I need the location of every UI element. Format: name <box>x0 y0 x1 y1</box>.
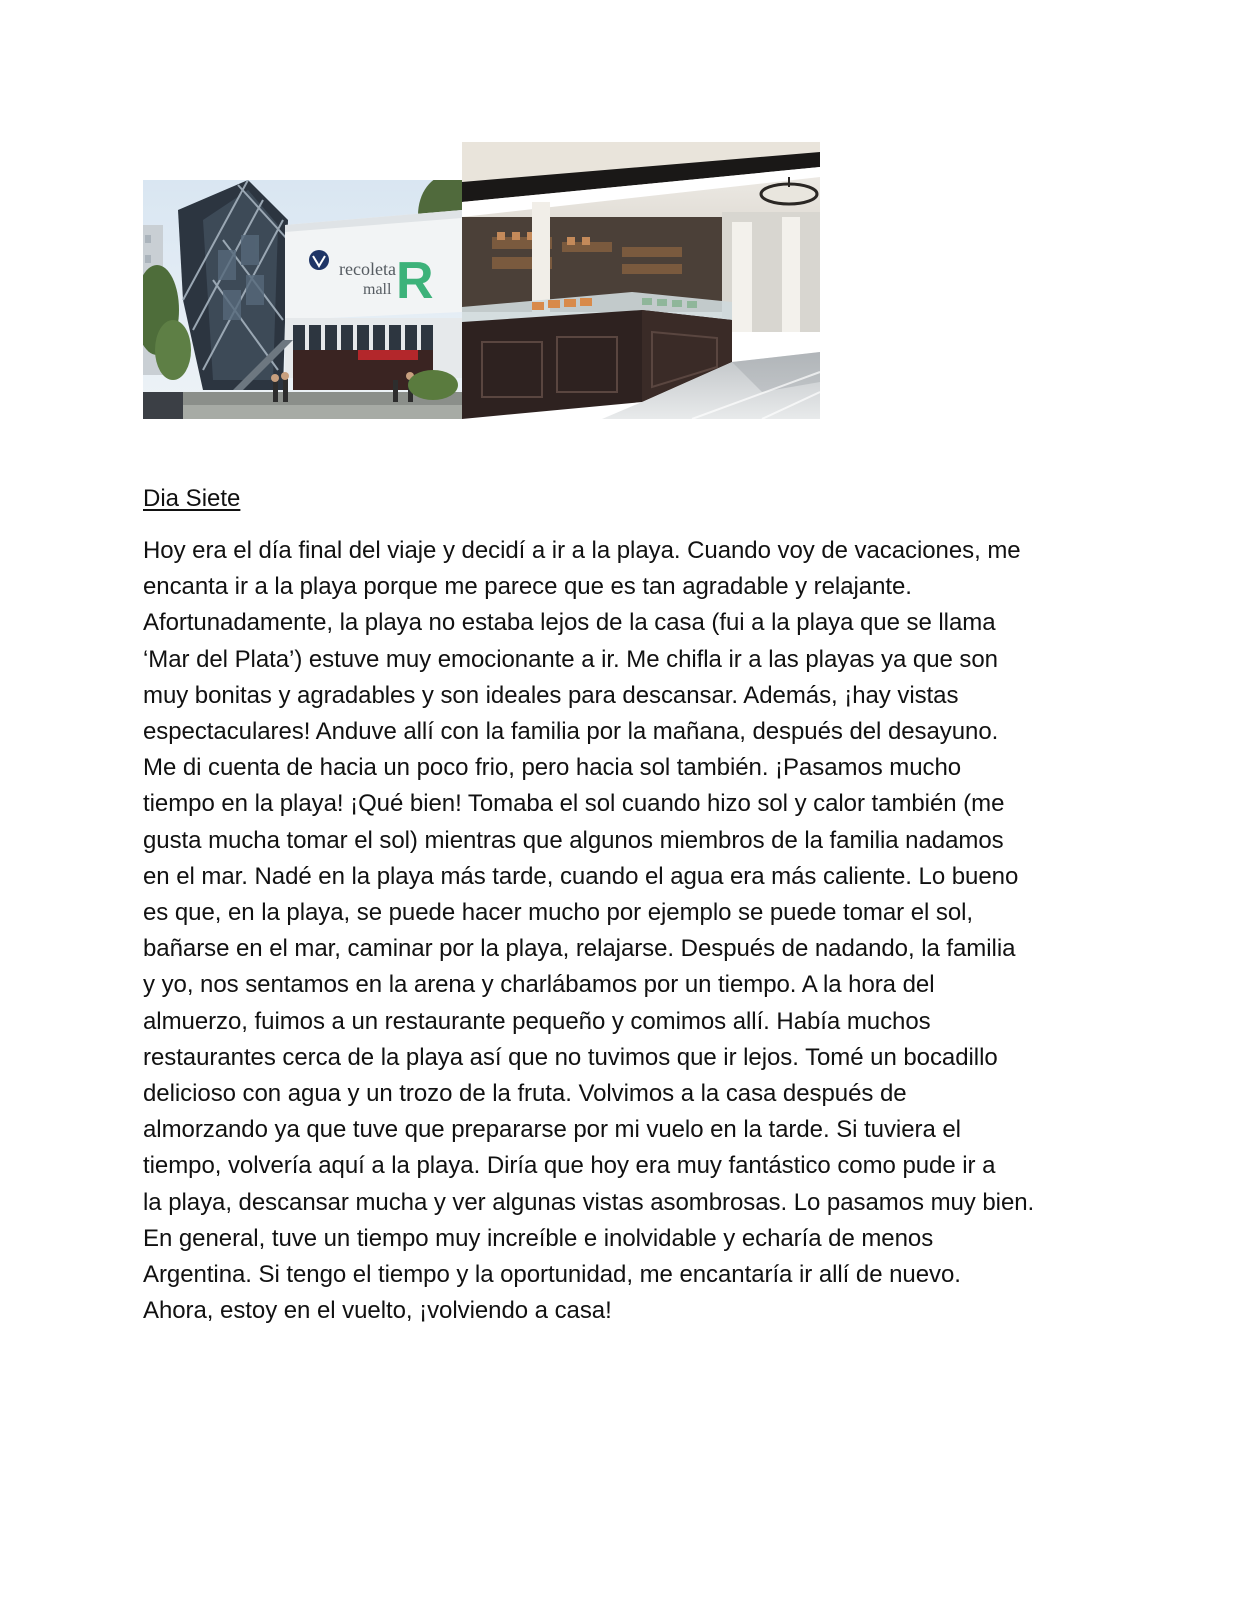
shop-interior-photo <box>462 142 820 419</box>
paragraph-line: tiempo, volvería aquí a la playa. Diría que hoy era muy fantástico como pude ir a <box>143 1152 996 1180</box>
paragraph-line: gusta mucha tomar el sol) mientras que algunos miembros de la familia nadamos <box>143 826 1004 854</box>
paragraph-line: espectaculares! Anduve allí con la familia por la mañana, después del desayuno. <box>143 718 999 746</box>
recoleta-mall-photo <box>143 180 462 419</box>
paragraph-line: Ahora, estoy en el vuelto, ¡volviendo a casa! <box>143 1297 612 1325</box>
paragraph-line: y yo, nos sentamos en la arena y charlábamos por un tiempo. A la hora del <box>143 971 935 999</box>
mall-sign-text: recoleta <box>339 259 396 279</box>
paragraph-line: la playa, descansar mucha y ver algunas vistas asombrosas. Lo pasamos muy bien. <box>143 1188 1035 1216</box>
paragraph-line: muy bonitas y agradables y son ideales para descansar. Además, ¡hay vistas <box>143 681 959 709</box>
paragraph-line: es que, en la playa, se puede hacer mucho por ejemplo se puede tomar el sol, <box>143 899 974 927</box>
paragraph-line: delicioso con agua y un trozo de la fruta. Volvimos a la casa después de <box>143 1080 907 1108</box>
paragraph-line: almorzando ya que tuve que prepararse por mi vuelo en la tarde. Si tuviera el <box>143 1116 961 1144</box>
paragraph-line: en el mar. Nadé en la playa más tarde, cuando el agua era más caliente. Lo bueno <box>143 862 1019 890</box>
paragraph-line: Afortunadamente, la playa no estaba lejos de la casa (fui a la playa que se llama <box>143 609 996 637</box>
paragraph-line: Argentina. Si tengo el tiempo y la oportunidad, me encantaría ir allí de nuevo. <box>143 1261 961 1289</box>
paragraph-line: encanta ir a la playa porque me parece que es tan agradable y relajante. <box>143 573 912 601</box>
page-heading: Dia Siete <box>143 485 241 512</box>
mall-sign-text-2: mall <box>363 281 392 298</box>
paragraph-line: En general, tuve un tiempo muy increíble e inolvidable y echaría de menos <box>143 1224 934 1252</box>
paragraph-line: ‘Mar del Plata’) estuve muy emocionante a ir. Me chifla ir a las playas ya que son <box>143 645 998 673</box>
paragraph-line: restaurantes cerca de la playa así que no tuvimos que ir lejos. Tomé un bocadillo <box>143 1043 998 1071</box>
body-paragraph <box>143 533 1073 1329</box>
paragraph-line: Hoy era el día final del viaje y decidí a ir a la playa. Cuando voy de vacaciones, me <box>143 537 1021 564</box>
mall-sign-letter: R <box>396 252 434 310</box>
paragraph-line: almuerzo, fuimos a un restaurante pequeño y comimos allí. Había muchos <box>143 1007 931 1035</box>
paragraph-line: Me di cuenta de hacia un poco frio, pero hacia sol también. ¡Pasamos mucho <box>143 754 962 782</box>
paragraph-line: tiempo en la playa! ¡Qué bien! Tomaba el sol cuando hizo sol y calor también (me <box>143 790 1005 818</box>
paragraph-line: bañarse en el mar, caminar por la playa, relajarse. Después de nadando, la familia <box>143 935 1016 963</box>
